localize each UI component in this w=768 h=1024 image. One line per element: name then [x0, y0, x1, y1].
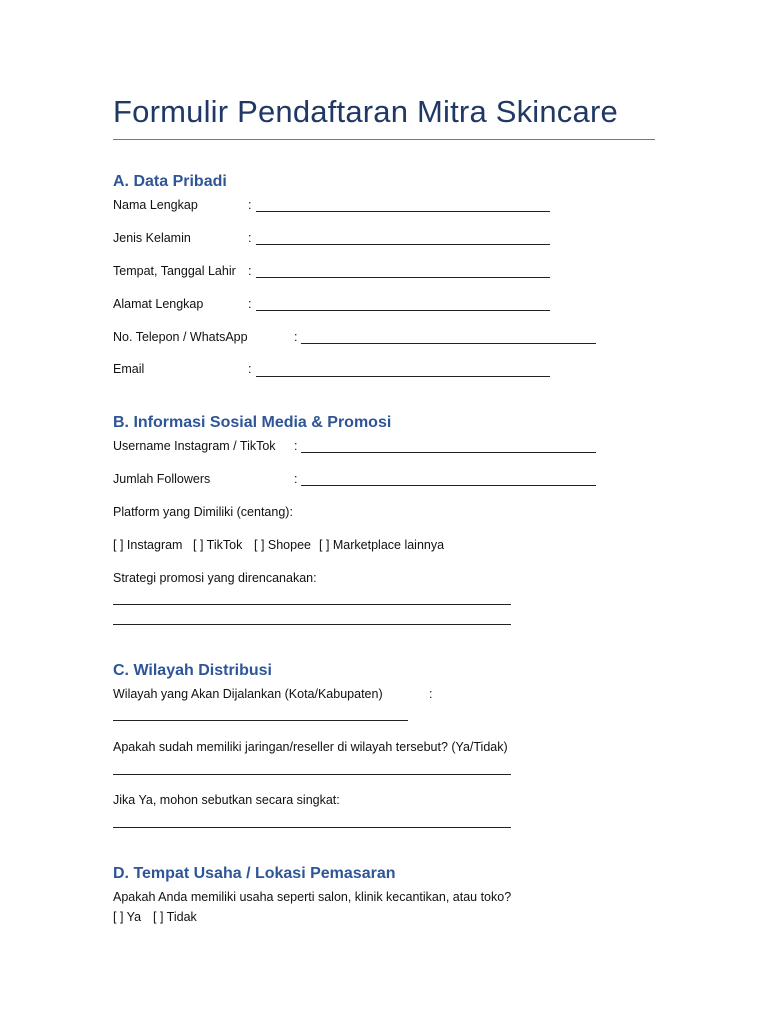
region-colon: :: [429, 687, 433, 701]
field-line-nama[interactable]: [256, 211, 550, 212]
field-label-jenis-kelamin: Jenis Kelamin: [113, 231, 191, 245]
field-line-alamat[interactable]: [256, 310, 550, 311]
field-label-email: Email: [113, 362, 145, 376]
field-line-followers[interactable]: [301, 485, 596, 486]
checkbox-instagram[interactable]: [ ] Instagram: [113, 538, 183, 552]
section-a-heading: A. Data Pribadi: [113, 173, 227, 190]
network-line[interactable]: [113, 774, 511, 775]
field-colon-email: :: [248, 362, 252, 376]
field-line-jenis-kelamin[interactable]: [256, 244, 550, 245]
field-label-ttl: Tempat, Tanggal Lahir: [113, 264, 236, 278]
field-line-telepon[interactable]: [301, 343, 596, 344]
field-colon-username: :: [294, 439, 298, 453]
field-label-followers: Jumlah Followers: [113, 472, 211, 486]
region-line[interactable]: [113, 720, 408, 721]
field-colon-ttl: :: [248, 264, 252, 278]
section-c-heading: C. Wilayah Distribusi: [113, 662, 272, 679]
field-line-email[interactable]: [256, 376, 550, 377]
title-underline: [113, 139, 655, 140]
checkbox-tidak[interactable]: [ ] Tidak: [153, 910, 197, 924]
field-label-nama: Nama Lengkap: [113, 198, 198, 212]
detail-line[interactable]: [113, 827, 511, 828]
field-label-username: Username Instagram / TikTok: [113, 439, 276, 453]
field-line-username[interactable]: [301, 452, 596, 453]
field-label-telepon: No. Telepon / WhatsApp: [113, 330, 248, 344]
section-b-heading: B. Informasi Sosial Media & Promosi: [113, 414, 392, 431]
strategy-line-2[interactable]: [113, 624, 511, 625]
field-colon-followers: :: [294, 472, 298, 486]
page-title: Formulir Pendaftaran Mitra Skincare: [113, 94, 618, 129]
checkbox-tiktok[interactable]: [ ] TikTok: [193, 538, 243, 552]
strategy-line-1[interactable]: [113, 604, 511, 605]
checkbox-shopee[interactable]: [ ] Shopee: [254, 538, 311, 552]
checkbox-ya[interactable]: [ ] Ya: [113, 910, 142, 924]
section-d-heading: D. Tempat Usaha / Lokasi Pemasaran: [113, 865, 396, 882]
field-label-alamat: Alamat Lengkap: [113, 297, 204, 311]
platform-label: Platform yang Dimiliki (centang):: [113, 505, 293, 519]
field-colon-alamat: :: [248, 297, 252, 311]
strategy-label: Strategi promosi yang direncanakan:: [113, 571, 317, 585]
field-colon-telepon: :: [294, 330, 298, 344]
field-colon-nama: :: [248, 198, 252, 212]
region-label: Wilayah yang Akan Dijalankan (Kota/Kabupaten): [113, 687, 383, 701]
business-question: Apakah Anda memiliki usaha seperti salon, klinik kecantikan, atau toko?: [113, 890, 512, 904]
detail-label: Jika Ya, mohon sebutkan secara singkat:: [113, 793, 340, 807]
checkbox-marketplace[interactable]: [ ] Marketplace lainnya: [319, 538, 445, 552]
network-question: Apakah sudah memiliki jaringan/reseller di wilayah tersebut? (Ya/Tidak): [113, 740, 508, 754]
field-colon-jenis-kelamin: :: [248, 231, 252, 245]
field-line-ttl[interactable]: [256, 277, 550, 278]
